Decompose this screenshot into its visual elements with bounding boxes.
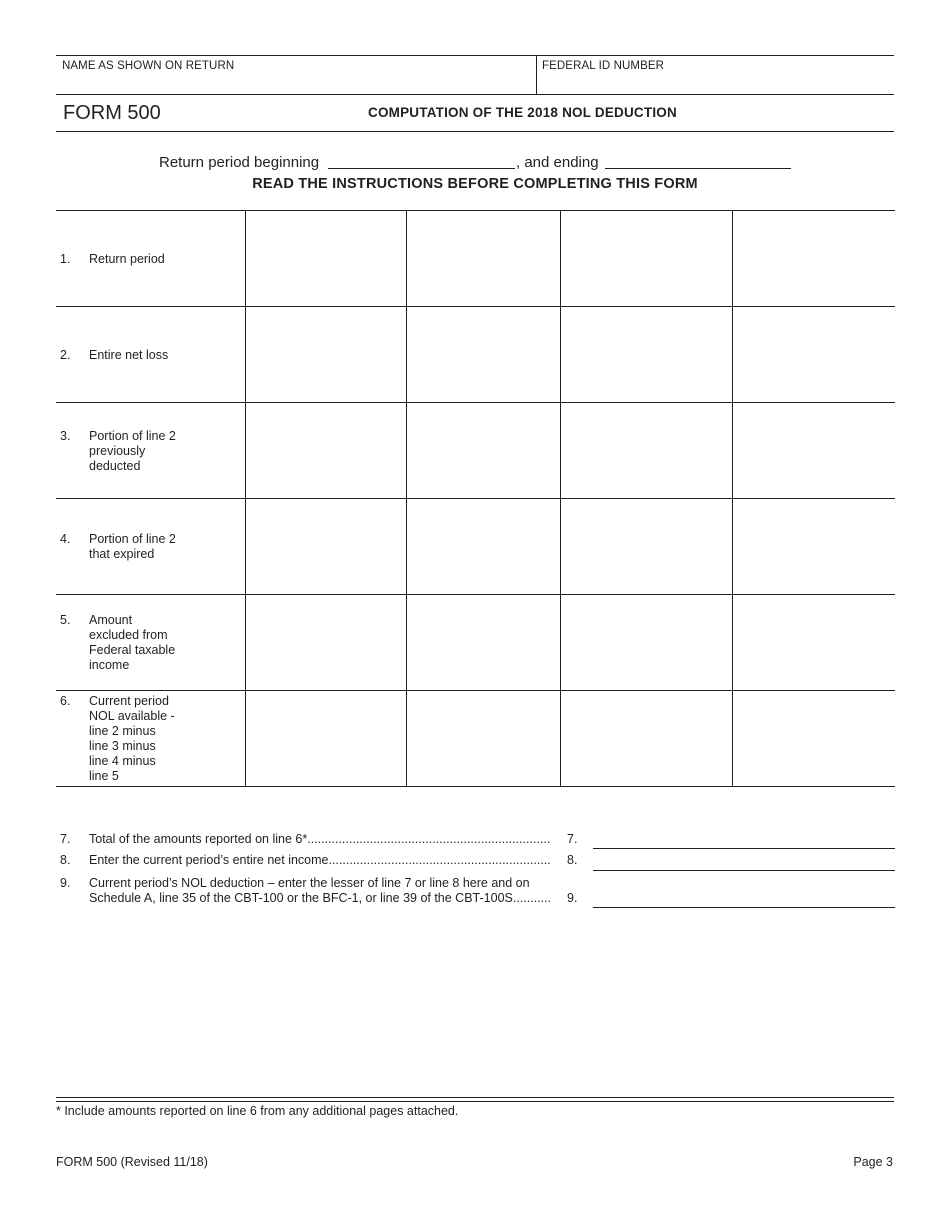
row-label: Return period (89, 252, 165, 266)
grid-entry-cell[interactable] (248, 212, 404, 304)
row-label: Amount excluded from Federal taxable income (89, 613, 176, 672)
footer-page-number: Page 3 (853, 1155, 893, 1169)
period-ending-field[interactable] (605, 154, 791, 169)
line-7-label: Total of the amounts reported on line 6* (89, 832, 308, 846)
grid-entry-cell[interactable] (248, 500, 404, 592)
line-9-text-1: Current period’s NOL deduction – enter the lesser of line 7 or line 8 here and on (89, 876, 530, 890)
grid-entry-cell[interactable] (563, 404, 730, 496)
grid-entry-cell[interactable] (248, 596, 404, 688)
name-field-label: NAME AS SHOWN ON RETURN (62, 60, 235, 72)
period-beginning-label: Return period beginning (159, 154, 320, 171)
grid-rule (56, 210, 895, 211)
fein-field-label: FEDERAL ID NUMBER (542, 60, 665, 72)
period-beginning-field[interactable] (328, 154, 515, 169)
grid-entry-cell[interactable] (248, 308, 404, 400)
line-7-text (89, 832, 555, 847)
grid-col-rule (560, 210, 561, 786)
footnote: * Include amounts reported on line 6 from any additional pages attached. (56, 1104, 459, 1118)
line-8-ref: 8. (567, 853, 578, 867)
line-8-amount-field[interactable] (593, 856, 895, 871)
header-bottom-rule (56, 94, 894, 95)
grid-entry-cell[interactable] (563, 500, 730, 592)
line-9-number: 9. (60, 876, 71, 890)
row-label: Entire net loss (89, 348, 169, 362)
line-7-number: 7. (60, 832, 71, 846)
row-label: Portion of line 2 previously deducted (89, 429, 176, 473)
grid-col-rule (406, 210, 407, 786)
grid-rule (56, 402, 895, 403)
grid-entry-cell[interactable] (409, 596, 558, 688)
form-title: COMPUTATION OF THE 2018 NOL DEDUCTION (368, 105, 677, 120)
grid-entry-cell[interactable] (735, 308, 893, 400)
grid-entry-cell[interactable] (409, 500, 558, 592)
line-8-number: 8. (60, 853, 71, 867)
grid-col-rule (245, 210, 246, 786)
row-label: Current period NOL available - line 2 minus line 3 minus line 4 minus line 5 (89, 694, 175, 783)
row-label: Portion of line 2 that expired (89, 532, 176, 561)
grid-entry-cell[interactable] (409, 404, 558, 496)
line-7-amount-field[interactable] (593, 834, 895, 849)
line-8-leader: ................................................................ (328, 853, 551, 867)
grid-entry-cell[interactable] (563, 308, 730, 400)
row-number: 4. (60, 532, 71, 546)
line-7-leader: ...................................................................... (307, 832, 551, 846)
grid-entry-cell[interactable] (409, 692, 558, 784)
title-rule (56, 131, 894, 132)
grid-entry-cell[interactable] (735, 692, 893, 784)
row-number: 2. (60, 348, 71, 362)
line-9-ref: 9. (567, 891, 578, 905)
grid-entry-cell[interactable] (248, 404, 404, 496)
grid-entry-cell[interactable] (409, 212, 558, 304)
footer-form-revision: FORM 500 (Revised 11/18) (56, 1155, 208, 1169)
line-9-leader: ........... (512, 891, 552, 905)
row-number: 5. (60, 613, 71, 627)
grid-rule (56, 690, 895, 691)
grid-entry-cell[interactable] (409, 308, 558, 400)
line-9-text (89, 891, 555, 906)
name-input[interactable] (62, 74, 534, 92)
row-number: 6. (60, 694, 71, 708)
line-8-text (89, 853, 555, 868)
grid-entry-cell[interactable] (563, 596, 730, 688)
grid-entry-cell[interactable] (735, 404, 893, 496)
grid-entry-cell[interactable] (735, 500, 893, 592)
grid-entry-cell[interactable] (735, 212, 893, 304)
grid-entry-cell[interactable] (248, 692, 404, 784)
line-8-label: Enter the current period’s entire net income (89, 853, 329, 867)
grid-rule (56, 498, 895, 499)
footnote-rule-bottom (56, 1101, 894, 1102)
form-id: FORM 500 (63, 102, 161, 124)
line-7-ref: 7. (567, 832, 578, 846)
period-ending-label: , and ending (516, 154, 599, 171)
grid-rule (56, 594, 895, 595)
row-number: 1. (60, 252, 71, 266)
line-9-amount-field[interactable] (593, 893, 895, 908)
instructions-heading: READ THE INSTRUCTIONS BEFORE COMPLETING THIS FORM (252, 176, 698, 192)
header-top-rule (56, 55, 894, 56)
row-number: 3. (60, 429, 71, 443)
line-9-label-2: Schedule A, line 35 of the CBT-100 or the BFC-1, or line 39 of the CBT-100S (89, 891, 513, 905)
header-divider (536, 55, 537, 94)
grid-entry-cell[interactable] (735, 596, 893, 688)
grid-rule (56, 306, 895, 307)
fein-input[interactable] (542, 74, 892, 92)
grid-entry-cell[interactable] (563, 212, 730, 304)
grid-rule (56, 786, 895, 787)
footnote-rule-top (56, 1097, 894, 1098)
grid-col-rule (732, 210, 733, 786)
grid-entry-cell[interactable] (563, 692, 730, 784)
